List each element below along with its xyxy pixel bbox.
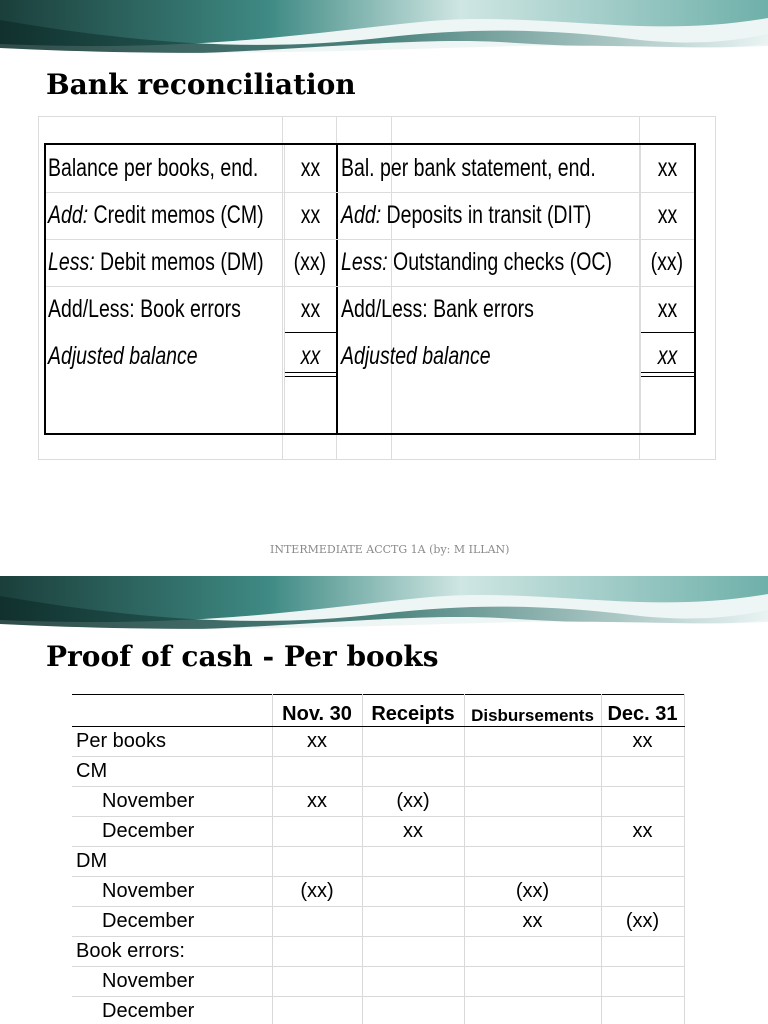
recon-row-bank (46, 239, 694, 286)
amount-cell (272, 997, 362, 1024)
recon-label (341, 192, 591, 239)
amount-cell (362, 877, 464, 907)
amount-cell (464, 727, 601, 757)
header-receipts: Receipts (362, 695, 464, 727)
table-row (72, 937, 684, 967)
recon-amount-text: xx (657, 295, 677, 323)
recon-row-bank (46, 333, 694, 380)
amount-cell (601, 847, 684, 877)
header-dec-31: Dec. 31 (601, 695, 684, 727)
recon-label-text: Credit memos (CM) (88, 201, 264, 229)
amount-cell: xx (601, 817, 684, 847)
row-label: DM (72, 847, 272, 877)
amount-cell (272, 757, 362, 787)
amount-cell: (xx) (272, 877, 362, 907)
recon-label (341, 239, 612, 286)
amount-cell (362, 997, 464, 1024)
recon-label-text: Add/Less: Book errors (48, 295, 241, 323)
table-row (72, 727, 684, 757)
table-row (72, 787, 684, 817)
slide-proof-of-cash (0, 576, 768, 1024)
amount-cell: (xx) (464, 877, 601, 907)
amount-cell (272, 847, 362, 877)
column-separator (284, 145, 285, 433)
header-blank (72, 695, 272, 727)
row-label: December (72, 907, 272, 937)
row-separator (46, 192, 694, 193)
amount-cell (362, 937, 464, 967)
table-row (72, 817, 684, 847)
slide-title: Bank reconciliation (46, 68, 356, 101)
header-disbursements: Disbursements (464, 695, 601, 727)
amount-cell (272, 907, 362, 937)
amount-cell (362, 727, 464, 757)
recon-amount (640, 145, 694, 192)
amount-cell (464, 757, 601, 787)
row-label: CM (72, 757, 272, 787)
recon-label-text: Add/Less: Bank errors (341, 295, 534, 323)
row-separator (46, 239, 694, 240)
header-nov-30: Nov. 30 (272, 695, 362, 727)
table-row (72, 907, 684, 937)
recon-label-text: Adjusted balance (48, 342, 198, 370)
row-label: November (72, 787, 272, 817)
amount-cell (601, 757, 684, 787)
recon-amount (640, 286, 694, 333)
table-header-row (72, 695, 684, 727)
wave-banner (0, 576, 768, 636)
amount-cell (464, 937, 601, 967)
recon-amount-text: xx (300, 342, 320, 370)
recon-amount-text: xx (300, 295, 320, 323)
double-underline (640, 372, 694, 373)
table-row (72, 757, 684, 787)
amount-cell (601, 937, 684, 967)
recon-amount-text: xx (300, 201, 320, 229)
table-row (72, 967, 684, 997)
slide-footer: INTERMEDIATE ACCTG 1A (by: M ILLAN) (270, 543, 510, 556)
amount-cell (362, 907, 464, 937)
amount-cell (601, 967, 684, 997)
recon-amount-text: xx (657, 154, 677, 182)
slide-title: Proof of cash - Per books (46, 640, 439, 673)
row-label: December (72, 817, 272, 847)
recon-label-text: Balance per books, end. (48, 154, 259, 182)
amount-cell (272, 967, 362, 997)
recon-amount-text: xx (657, 201, 677, 229)
amount-cell: (xx) (362, 787, 464, 817)
row-separator (46, 286, 694, 287)
amount-cell: xx (272, 787, 362, 817)
amount-cell: (xx) (601, 907, 684, 937)
amount-cell (464, 847, 601, 877)
double-underline (640, 376, 694, 377)
amount-cell (464, 967, 601, 997)
recon-amount-text: (xx) (650, 248, 684, 276)
amount-cell (464, 997, 601, 1024)
recon-prefix: Less: (341, 248, 388, 276)
recon-label-text: Outstanding checks (OC) (387, 248, 612, 276)
recon-prefix: Add: (48, 201, 89, 229)
recon-label-text: Debit memos (DM) (94, 248, 264, 276)
row-label: Per books (72, 727, 272, 757)
amount-cell (464, 817, 601, 847)
recon-label-text: Deposits in transit (DIT) (381, 201, 592, 229)
recon-label-text: Bal. per bank statement, end. (341, 154, 596, 182)
recon-amount (640, 192, 694, 239)
recon-label-text: Adjusted balance (341, 342, 491, 370)
amount-cell (272, 817, 362, 847)
amount-cell: xx (464, 907, 601, 937)
amount-cell (464, 787, 601, 817)
amount-cell: xx (362, 817, 464, 847)
recon-label (341, 286, 534, 333)
recon-row-bank (46, 192, 694, 239)
recon-row-bank (46, 145, 694, 192)
recon-amount (640, 239, 694, 286)
amount-cell: xx (601, 727, 684, 757)
recon-amount-text: (xx) (293, 248, 327, 276)
row-label: December (72, 997, 272, 1024)
total-rule (640, 332, 694, 333)
recon-prefix: Less: (48, 248, 95, 276)
recon-label (341, 145, 596, 192)
amount-cell (601, 877, 684, 907)
recon-row-bank (46, 286, 694, 333)
column-separator (640, 145, 641, 433)
amount-cell (272, 937, 362, 967)
amount-cell (362, 757, 464, 787)
row-label: November (72, 967, 272, 997)
row-label: November (72, 877, 272, 907)
amount-cell (601, 997, 684, 1024)
amount-cell (362, 847, 464, 877)
proof-of-cash-table (72, 694, 685, 1024)
table-row (72, 847, 684, 877)
recon-amount-text: xx (300, 154, 320, 182)
recon-label (341, 333, 491, 380)
wave-banner (0, 0, 768, 60)
amount-cell (362, 967, 464, 997)
row-label: Book errors: (72, 937, 272, 967)
recon-amount-text: xx (657, 342, 677, 370)
recon-prefix: Add: (341, 201, 382, 229)
table-row (72, 997, 684, 1024)
amount-cell: xx (272, 727, 362, 757)
table-row (72, 877, 684, 907)
bank-reconciliation-table (44, 143, 696, 435)
amount-cell (601, 787, 684, 817)
